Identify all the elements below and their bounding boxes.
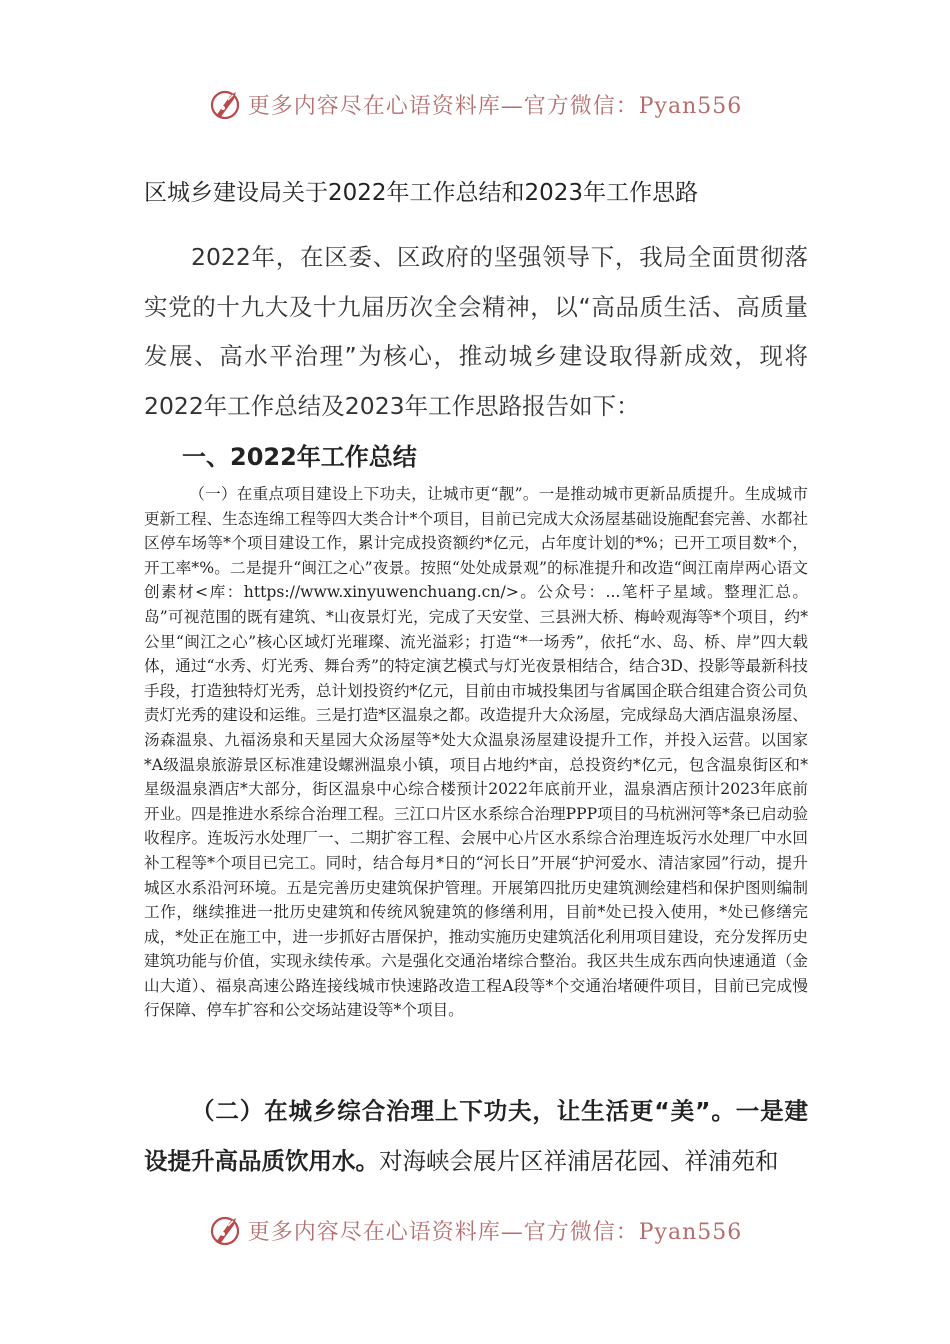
section-2-paragraph bbox=[144, 1087, 808, 1186]
watermark-text: 更多内容尽在心语资料库—官方微信：Pyan556 bbox=[247, 1219, 743, 1245]
section-1-paragraph: （一）在重点项目建设上下功夫，让城市更“靓”。一是推动城市更新品质提升。生成城市更新工程、生态连绵工程等四大类合计*个项目，目前已完成大众汤屋基础设施配套完善、水都社区停车场等*个项目建设工作，累计完成投资额约*亿元，占年度计划的*%；已开工项目数*个，开工率*%。二是提升“闽江之心”夜景。按照“处处成景观”的标准提升和改造“闽江南岸两心语文创素材<库：https://www.xinyuwenchuang.cn/>。公众号：...笔杆子星域。整理汇总。岛”可视范围的既有建筑、*山夜景灯光，完成了天安堂、三县洲大桥、梅岭观海等*个项目，约*公里“闽江之心”核心区域灯光璀璨、流光溢彩；打造“*一场秀”，依托“水、岛、桥、岸”四大载体，通过“水秀、灯光秀、舞台秀”的特定演艺模式与灯光夜景相结合，结合3D、投影等最新科技手段，打造独特灯光秀，总计划投资约*亿元，目前由市城投集团与省属国企联合组建合资公司负责灯光秀的建设和运维。三是打造*区温泉之都。改造提升大众汤屋，完成绿岛大酒店温泉汤屋、汤森温泉、九福汤泉和天星园大众汤屋等*处大众温泉汤屋建设提升工作，并投入运营。以国家*A级温泉旅游景区标准建设螺洲温泉小镇，项目占地约*亩，总投资约*亿元，包含温泉街区和*星级温泉酒店*大部分，街区温泉中心综合楼预计2022年底前开业，温泉酒店预计2023年底前开业。四是推进水系综合治理工程。三江口片区水系综合治理PPP项目的马杭洲河等*条已启动验收程序。连坂污水处理厂一、二期扩容工程、会展中心片区水系综合治理连坂污水处理厂中水回补工程等*个项目已完工。同时，结合每月*日的“河长日”开展“护河爱水、清洁家园”行动，提升城区水系沿河环境。五是完善历史建筑保护管理。开展第四批历史建筑测绘建档和保护图则编制工作，继续推进一批历史建筑和传统风貌建筑的修缮利用，目前*处已投入使用，*处已修缮完成，*处正在施工中，进一步抓好古厝保护，推动实施历史建筑活化利用项目建设，充分发挥历史建筑功能与价值，实现永续传承。六是强化交通治堵综合整治。我区共生成东西向快速通道（金山大道）、福泉高速公路连接线城市快速路改造工程A段等*个交通治堵硬件项目，目前已完成慢行保障、停车扩容和公交场站建设等*个项目。 bbox=[144, 485, 808, 1020]
section-2-lead: （二）在城乡综合治理上下功夫，让生活更“美”。一是建设提升高品质饮用水。 bbox=[144, 1097, 808, 1175]
pen-nib-logo-icon bbox=[208, 1212, 244, 1248]
pen-nib-logo-icon bbox=[208, 86, 244, 122]
watermark-banner-bottom bbox=[0, 1210, 950, 1250]
watermark-banner-top bbox=[0, 84, 950, 124]
watermark-text: 更多内容尽在心语资料库—官方微信：Pyan556 bbox=[247, 93, 743, 119]
intro-paragraph: 2022年，在区委、区政府的坚强领导下，我局全面贯彻落实党的十九大及十九届历次全会精神，以“高品质生活、高质量发展、高水平治理”为核心，推动城乡建设取得新成效，现将2022年工作总结及2023年工作思路报告如下： bbox=[144, 243, 808, 420]
section-heading: 一、2022年工作总结 bbox=[182, 443, 417, 471]
document-title: 区城乡建设局关于2022年工作总结和2023年工作思路 bbox=[144, 180, 699, 206]
section-2-text: 对海峡会展片区祥浦居花园、祥浦苑和 bbox=[379, 1146, 779, 1175]
